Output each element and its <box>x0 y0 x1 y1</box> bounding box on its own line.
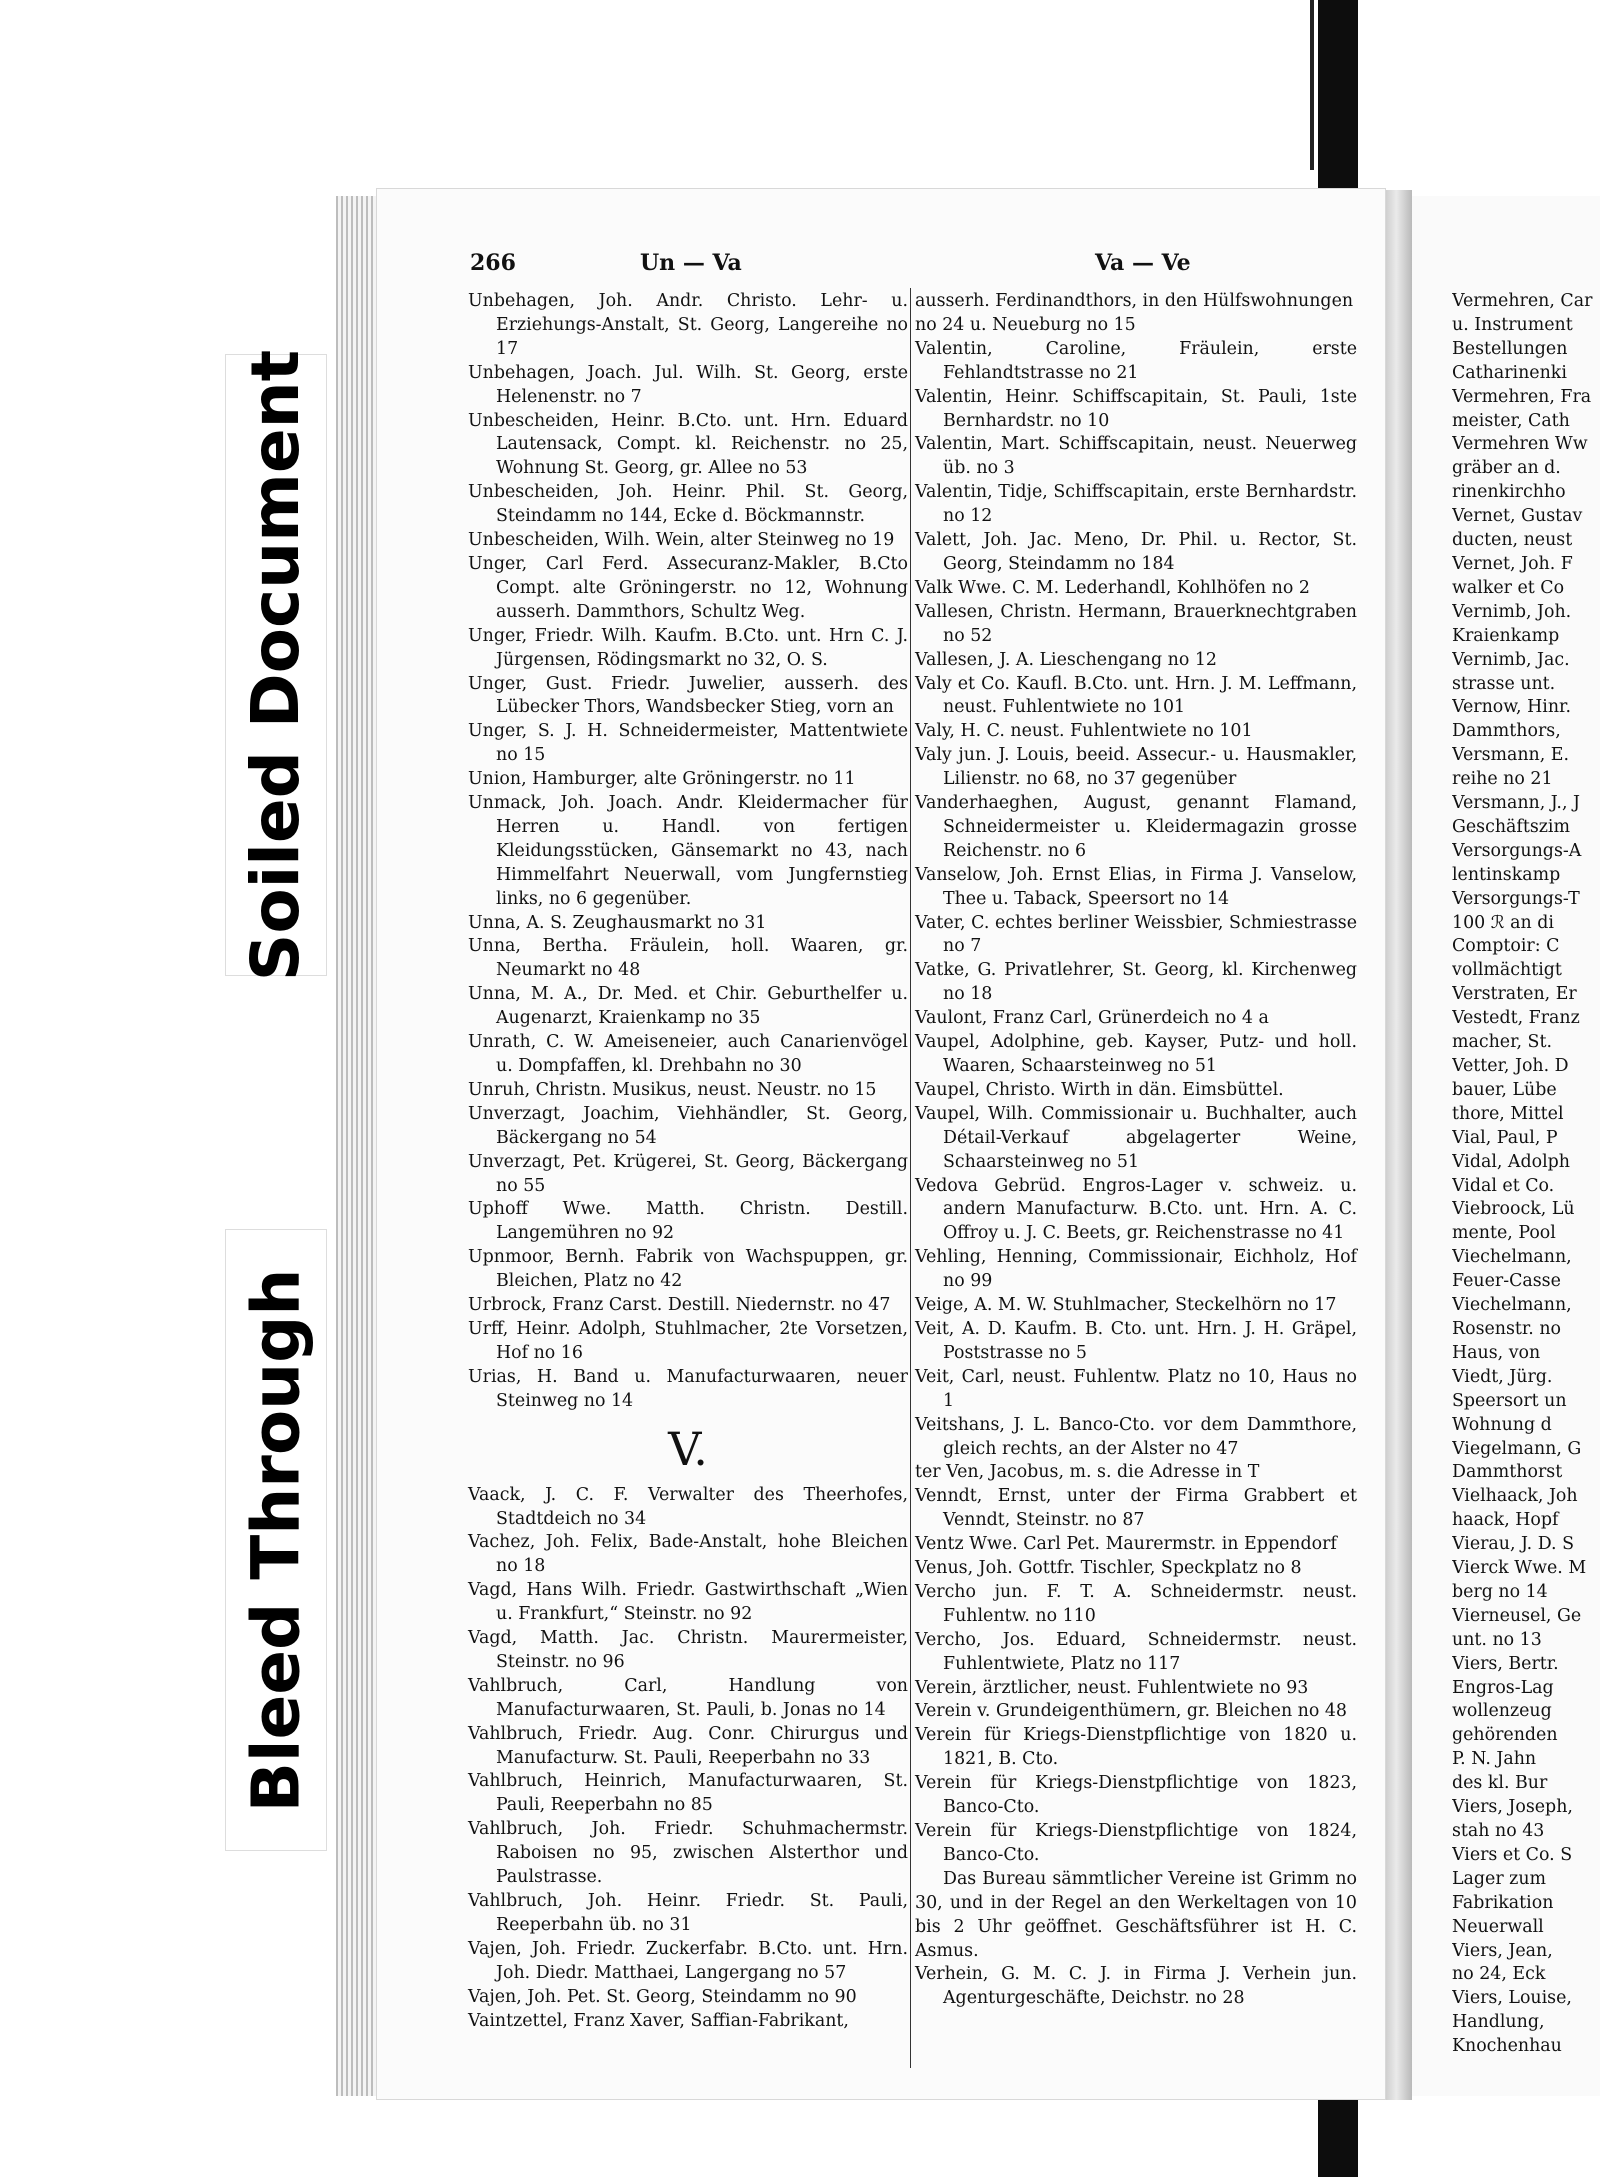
directory-entry: haack, Hopf <box>1452 1510 1559 1531</box>
directory-entry: Versorgungs-T <box>1452 888 1580 909</box>
directory-entry: Valett, Joh. Jac. Meno, Dr. Phil. u. Rector, St. Georg, Steindamm no 184 <box>915 530 1357 574</box>
directory-entry: berg no 14 <box>1452 1581 1548 1602</box>
directory-entry: Vermehren, Car <box>1452 291 1593 311</box>
directory-entry: Vaack, J. C. F. Verwalter des Theerhofes, Stadtdeich no 34 <box>468 1484 908 1529</box>
directory-entry: gräber an d. <box>1452 458 1561 479</box>
directory-entry: Vajen, Joh. Friedr. Zuckerfabr. B.Cto. unt. Hrn. Joh. Diedr. Matthaei, Langergang no 57 <box>468 1938 908 1983</box>
directory-entry: Vidal et Co. <box>1452 1175 1555 1196</box>
directory-entry: Verstraten, Er <box>1452 984 1577 1005</box>
directory-entry: Vaintzettel, Franz Xaver, Saffian-Fabrikant, <box>468 2010 849 2031</box>
directory-entry: Bestellungen <box>1452 338 1568 359</box>
directory-entry: Viedt, Jürg. <box>1452 1366 1553 1387</box>
directory-entry: Unna, A. S. Zeughausmarkt no 31 <box>468 912 767 933</box>
directory-entry: ausserh. Ferdinandthors, in den Hülfswohnungen no 24 u. Neueburg no 15 <box>915 291 1354 335</box>
directory-entry: Speersort un <box>1452 1390 1567 1411</box>
directory-entry: Vernimb, Joh. <box>1452 601 1572 622</box>
directory-entry: walker et Co <box>1452 577 1565 598</box>
bleed-through-text: Bleed Through <box>237 1268 315 1812</box>
middle-entries <box>915 290 1357 2011</box>
directory-entry: Vehling, Henning, Commissionair, Eichholz, Hof no 99 <box>915 1247 1357 1292</box>
directory-entry: Unna, Bertha. Fräulein, holl. Waaren, gr. Neumarkt no 48 <box>468 936 908 981</box>
directory-entry: Veit, Carl, neust. Fuhlentw. Platz no 10, Haus no 1 <box>915 1366 1357 1411</box>
directory-entry: Comptoir: C <box>1452 936 1560 957</box>
directory-entry: Vallesen, J. A. Lieschengang no 12 <box>915 649 1217 670</box>
film-edge-bar-top <box>1318 0 1358 210</box>
book-gutter <box>1386 190 1412 2100</box>
film-edge-mark <box>1310 0 1314 170</box>
directory-entry: Viechelmann, <box>1452 1247 1572 1268</box>
directory-entry: Valy jun. J. Louis, beeid. Assecur.- u. Hausmakler, Lilienstr. no 68, no 37 gegenüber <box>915 745 1357 790</box>
directory-entry: Versorgungs-A <box>1452 840 1582 861</box>
directory-entry: Dammthors, <box>1452 721 1561 742</box>
directory-entry: Urias, H. Band u. Manufacturwaaren, neuer Steinweg no 14 <box>468 1366 908 1411</box>
directory-entry: des kl. Bur <box>1452 1773 1548 1794</box>
directory-entry: Vatke, G. Privatlehrer, St. Georg, kl. Kirchenweg no 18 <box>915 960 1357 1005</box>
directory-entry: Valy et Co. Kaufl. B.Cto. unt. Hrn. J. M. Leffmann, neust. Fuhlentwiete no 101 <box>915 673 1357 718</box>
directory-entry: Unbehagen, Joh. Andr. Christo. Lehr- u. Erziehungs-Anstalt, St. Georg, Langereihe no 17 <box>468 291 908 359</box>
directory-entry: Unmack, Joh. Joach. Andr. Kleidermacher für Herren u. Handl. von fertigen Kleidungsstücken, Gänsemarkt no 43, nach Himmelfahrt Neuerwall, vom Jungfernstieg links, no 6 gegenüber. <box>468 793 908 909</box>
left-entries-u <box>468 290 908 1414</box>
directory-entry: Vanderhaeghen, August, genannt Flamand, Schneidermeister u. Kleidermagazin grosse Reichenstr. no 6 <box>915 793 1357 861</box>
directory-entry: P. N. Jahn <box>1452 1749 1537 1770</box>
directory-entry: Vermehren, Fra <box>1452 386 1592 407</box>
directory-entry: Vierau, J. D. S <box>1452 1534 1575 1555</box>
column-divider <box>910 288 911 2068</box>
directory-entry: Handlung, <box>1452 2012 1545 2033</box>
directory-entry: Valentin, Heinr. Schiffscapitain, St. Pauli, 1ste Bernhardstr. no 10 <box>915 386 1357 431</box>
directory-entry: Vahlbruch, Joh. Friedr. Schuhmachermstr. Raboisen no 95, zwischen Alsterthor und Paulstrasse. <box>468 1819 908 1888</box>
directory-entry: Verein v. Grundeigenthümern, gr. Bleichen no 48 <box>915 1701 1347 1722</box>
directory-entry: Unverzagt, Joachim, Viehhändler, St. Georg, Bäckergang no 54 <box>468 1103 908 1148</box>
directory-entry: Haus, von <box>1452 1342 1541 1363</box>
directory-entry: Unbescheiden, Wilh. Wein, alter Steinweg no 19 <box>468 530 895 551</box>
directory-entry: Vaupel, Christo. Wirth in dän. Eimsbüttel. <box>915 1079 1284 1100</box>
directory-entry: gehörenden <box>1452 1725 1558 1746</box>
directory-entry: Vagd, Matth. Jac. Christn. Maurermeister, Steinstr. no 96 <box>468 1628 908 1672</box>
directory-entry: Viers, Bertr. <box>1452 1653 1559 1674</box>
directory-entry: Valentin, Tidje, Schiffscapitain, erste Bernhardstr. no 12 <box>915 482 1357 527</box>
directory-entry: Uphoff Wwe. Matth. Christn. Destill. Langemühren no 92 <box>468 1199 908 1244</box>
directory-entry: Unbescheiden, Heinr. B.Cto. unt. Hrn. Eduard Lautensack, Compt. kl. Reichenstr. no 25, Wohnung St. Georg, gr. Allee no 53 <box>468 410 908 479</box>
directory-entry: Viers, Jean, <box>1452 1940 1553 1961</box>
directory-entry: Versmann, E. <box>1452 745 1570 766</box>
directory-entry: Versmann, J., J <box>1452 793 1580 814</box>
directory-entry: Geschäftszim <box>1452 816 1570 837</box>
directory-entry: Unruh, Christn. Musikus, neust. Neustr. no 15 <box>468 1079 877 1100</box>
directory-entry: rinenkirchho <box>1452 482 1566 503</box>
directory-entry: no 24, Eck <box>1452 1964 1546 1985</box>
directory-entry: Union, Hamburger, alte Gröningerstr. no 11 <box>468 769 856 790</box>
directory-entry: Viechelmann, <box>1452 1295 1572 1316</box>
left-entries-v <box>468 1484 908 2034</box>
bleed-through-stamp <box>226 1230 326 1850</box>
directory-entry: Vedova Gebrüd. Engros-Lager v. schweiz. u. andern Manufacturw. B.Cto. unt. Hrn. A. C. Offroy u. J. C. Beets, gr. Reichenstrasse no 41 <box>915 1175 1357 1244</box>
directory-entry: Vallesen, Christn. Hermann, Brauerknechtgraben no 52 <box>915 601 1357 646</box>
directory-entry: Unger, Gust. Friedr. Juwelier, ausserh. des Lübecker Thors, Wandsbecker Stieg, vorn an <box>468 673 908 718</box>
directory-entry: Vercho, Jos. Eduard, Schneidermstr. neust. Fuhlentwiete, Platz no 117 <box>915 1629 1357 1674</box>
directory-entry: Lager zum <box>1452 1868 1547 1889</box>
directory-entry: Unger, Friedr. Wilh. Kaufm. B.Cto. unt. Hrn C. J. Jürgensen, Rödingsmarkt no 32, O. S. <box>468 625 908 670</box>
directory-entry: Vanselow, Joh. Ernst Elias, in Firma J. Vanselow, Thee u. Taback, Speersort no 14 <box>915 864 1357 909</box>
directory-entry: Veige, A. M. W. Stuhlmacher, Steckelhörn no 17 <box>915 1295 1337 1316</box>
directory-entry: Ventz Wwe. Carl Pet. Maurermstr. in Eppendorf <box>915 1534 1337 1555</box>
directory-entry: Vernow, Hinr. <box>1452 697 1571 718</box>
left-column <box>468 290 908 2033</box>
directory-entry: Valy, H. C. neust. Fuhlentwiete no 101 <box>915 721 1253 742</box>
directory-entry: Catharinenki <box>1452 362 1567 383</box>
left-running-head: Un — Va <box>640 250 742 276</box>
directory-entry: Vermehren Ww <box>1452 434 1588 455</box>
directory-entry: Vial, Paul, P <box>1452 1127 1558 1148</box>
directory-entry: Vestedt, Franz <box>1452 1008 1580 1029</box>
directory-entry: Feuer-Casse <box>1452 1271 1561 1292</box>
directory-entry: wollenzeug <box>1452 1701 1552 1722</box>
directory-entry: Urbrock, Franz Carst. Destill. Niedernstr. no 47 <box>468 1295 891 1316</box>
directory-entry: Neuerwall <box>1452 1916 1544 1937</box>
directory-entry: Vahlbruch, Carl, Handlung von Manufacturwaaren, St. Pauli, b. Jonas no 14 <box>468 1675 908 1720</box>
directory-entry: Unverzagt, Pet. Krügerei, St. Georg, Bäckergang no 55 <box>468 1151 908 1196</box>
directory-entry: Unger, S. J. H. Schneidermeister, Mattentwiete no 15 <box>468 721 908 766</box>
directory-entry: Viers, Louise, <box>1452 1988 1572 2009</box>
directory-entry: bauer, Lübe <box>1452 1079 1557 1100</box>
directory-entry: Upnmoor, Bernh. Fabrik von Wachspuppen, gr. Bleichen, Platz no 42 <box>468 1247 908 1292</box>
directory-entry: Dammthorst <box>1452 1462 1563 1483</box>
directory-entry: Vajen, Joh. Pet. St. Georg, Steindamm no 90 <box>468 1986 857 2007</box>
facing-page-column <box>1452 290 1600 2059</box>
directory-entry: Urff, Heinr. Adolph, Stuhlmacher, 2te Vorsetzen, Hof no 16 <box>468 1318 908 1363</box>
directory-entry: Vaupel, Wilh. Commissionair u. Buchhalter, auch Détail-Verkauf abgelagerter Weine, Schaarsteinweg no 51 <box>915 1103 1357 1172</box>
directory-entry: Unrath, C. W. Ameiseneier, auch Canarienvögel u. Dompfaffen, kl. Drehbahn no 30 <box>468 1032 908 1076</box>
right-running-head: Va — Ve <box>1095 250 1191 276</box>
book-page-edges <box>336 196 378 2096</box>
directory-entry: mente, Pool <box>1452 1223 1556 1244</box>
directory-entry: Kraienkamp <box>1452 625 1560 646</box>
directory-entry: Valentin, Mart. Schiffscapitain, neust. Neuerweg üb. no 3 <box>915 434 1357 479</box>
directory-entry: Vielhaack, Joh <box>1452 1486 1578 1507</box>
directory-entry: Vierck Wwe. M <box>1452 1558 1587 1579</box>
directory-entry: Vaulont, Franz Carl, Grünerdeich no 4 a <box>915 1008 1269 1029</box>
directory-entry: Venus, Joh. Gottfr. Tischler, Speckplatz no 8 <box>915 1558 1302 1579</box>
directory-entry: 100 ℛ an di <box>1452 912 1554 933</box>
directory-entry: unt. no 13 <box>1452 1629 1542 1650</box>
directory-entry: Unbescheiden, Joh. Heinr. Phil. St. Georg, Steindamm no 144, Ecke d. Böckmannstr. <box>468 482 908 527</box>
directory-entry: macher, St. <box>1452 1032 1552 1053</box>
directory-entry: vollmächtigt <box>1452 960 1562 981</box>
directory-entry: Valentin, Caroline, Fräulein, erste Fehlandtstrasse no 21 <box>915 338 1357 383</box>
directory-entry: Venndt, Ernst, unter der Firma Grabbert et Venndt, Steinstr. no 87 <box>915 1486 1357 1531</box>
directory-entry: Valk Wwe. C. M. Lederhandl, Kohlhöfen no 2 <box>915 577 1310 598</box>
directory-entry: Verein für Kriegs-Dienstpflichtige von 1820 u. 1821, B. Cto. <box>915 1725 1357 1770</box>
directory-entry: Unger, Carl Ferd. Assecuranz-Makler, B.Cto Compt. alte Gröningerstr. no 12, Wohnung ausserh. Dammthors, Schultz Weg. <box>468 553 908 622</box>
directory-entry: Vetter, Joh. D <box>1452 1056 1569 1076</box>
directory-entry: ducten, neust <box>1452 530 1573 551</box>
directory-entry: Wohnung d <box>1452 1414 1552 1435</box>
directory-entry: Das Bureau sämmtlicher Vereine ist Grimm no 30, und in der Regel an den Werkeltagen von 10 bis 2 Uhr geöffnet. Geschäftsführer ist H. C. Asmus. <box>915 1868 1357 1961</box>
directory-entry: Verein für Kriegs-Dienstpflichtige von 1823, Banco-Cto. <box>915 1773 1357 1818</box>
directory-entry: Vaupel, Adolphine, geb. Kayser, Putz- und holl. Waaren, Schaarsteinweg no 51 <box>915 1032 1357 1076</box>
soiled-document-text: Soiled Document <box>237 349 315 981</box>
directory-entry: Verein für Kriegs-Dienstpflichtige von 1824, Banco-Cto. <box>915 1821 1357 1865</box>
directory-entry: Viers, Joseph, <box>1452 1797 1573 1818</box>
directory-entry: Vater, C. echtes berliner Weissbier, Schmiestrasse no 7 <box>915 912 1357 957</box>
directory-entry: Vernet, Gustav <box>1452 506 1583 527</box>
directory-entry: thore, Mittel <box>1452 1103 1564 1124</box>
directory-entry: lentinskamp <box>1452 864 1561 885</box>
directory-entry: reihe no 21 <box>1452 769 1553 790</box>
directory-entry: Unna, M. A., Dr. Med. et Chir. Geburthelfer u. Augenarzt, Kraienkamp no 35 <box>468 984 908 1029</box>
directory-entry: Vahlbruch, Heinrich, Manufacturwaaren, St. Pauli, Reeperbahn no 85 <box>468 1771 908 1816</box>
middle-column <box>915 290 1357 2011</box>
directory-entry: Vachez, Joh. Felix, Bade-Anstalt, hohe Bleichen no 18 <box>468 1532 908 1577</box>
directory-entry: Viers et Co. S <box>1452 1844 1573 1865</box>
facing-page-entries <box>1452 290 1600 2059</box>
directory-entry: Unbehagen, Joach. Jul. Wilh. St. Georg, erste Helenenstr. no 7 <box>468 362 908 407</box>
directory-entry: Vidal, Adolph <box>1452 1151 1570 1172</box>
directory-entry: Vahlbruch, Friedr. Aug. Conr. Chirurgus und Manufacturw. St. Pauli, Reeperbahn no 33 <box>468 1723 908 1768</box>
directory-entry: Fabrikation <box>1452 1892 1554 1913</box>
directory-entry: Vahlbruch, Joh. Heinr. Friedr. St. Pauli, Reeperbahn üb. no 31 <box>468 1891 908 1935</box>
directory-entry: ter Ven, Jacobus, m. s. die Adresse in T <box>915 1462 1260 1483</box>
directory-entry: Vernimb, Jac. <box>1452 649 1570 670</box>
soiled-document-stamp <box>226 349 326 981</box>
directory-entry: Vernet, Joh. F <box>1452 553 1573 574</box>
directory-entry: Viegelmann, G <box>1452 1438 1582 1459</box>
directory-entry: Veitshans, J. L. Banco-Cto. vor dem Dammthore, gleich rechts, an der Alster no 47 <box>915 1414 1357 1459</box>
directory-entry: stah no 43 <box>1452 1821 1545 1841</box>
directory-entry: strasse unt. <box>1452 673 1556 694</box>
page-number: 266 <box>470 250 516 276</box>
directory-entry: Viebroock, Lü <box>1452 1199 1575 1220</box>
directory-entry: Verein, ärztlicher, neust. Fuhlentwiete no 93 <box>915 1677 1309 1698</box>
directory-entry: meister, Cath <box>1452 410 1570 431</box>
directory-entry: Vagd, Hans Wilh. Friedr. Gastwirthschaft „Wien u. Frankfurt,“ Steinstr. no 92 <box>468 1580 908 1625</box>
directory-entry: Veit, A. D. Kaufm. B. Cto. unt. Hrn. J. H. Gräpel, Poststrasse no 5 <box>915 1318 1357 1363</box>
directory-entry: u. Instrument <box>1452 314 1573 335</box>
directory-entry: Rosenstr. no <box>1452 1318 1562 1339</box>
directory-entry: Engros-Lag <box>1452 1677 1554 1698</box>
directory-entry: Knochenhau <box>1452 2036 1562 2057</box>
section-letter-v: V. <box>668 1421 708 1476</box>
directory-entry: Vercho jun. F. T. A. Schneidermstr. neust. Fuhlentw. no 110 <box>915 1581 1357 1626</box>
directory-entry: Vierneusel, Ge <box>1452 1605 1582 1626</box>
directory-entry: Verhein, G. M. C. J. in Firma J. Verhein jun. Agenturgeschäfte, Deichstr. no 28 <box>915 1964 1357 2009</box>
